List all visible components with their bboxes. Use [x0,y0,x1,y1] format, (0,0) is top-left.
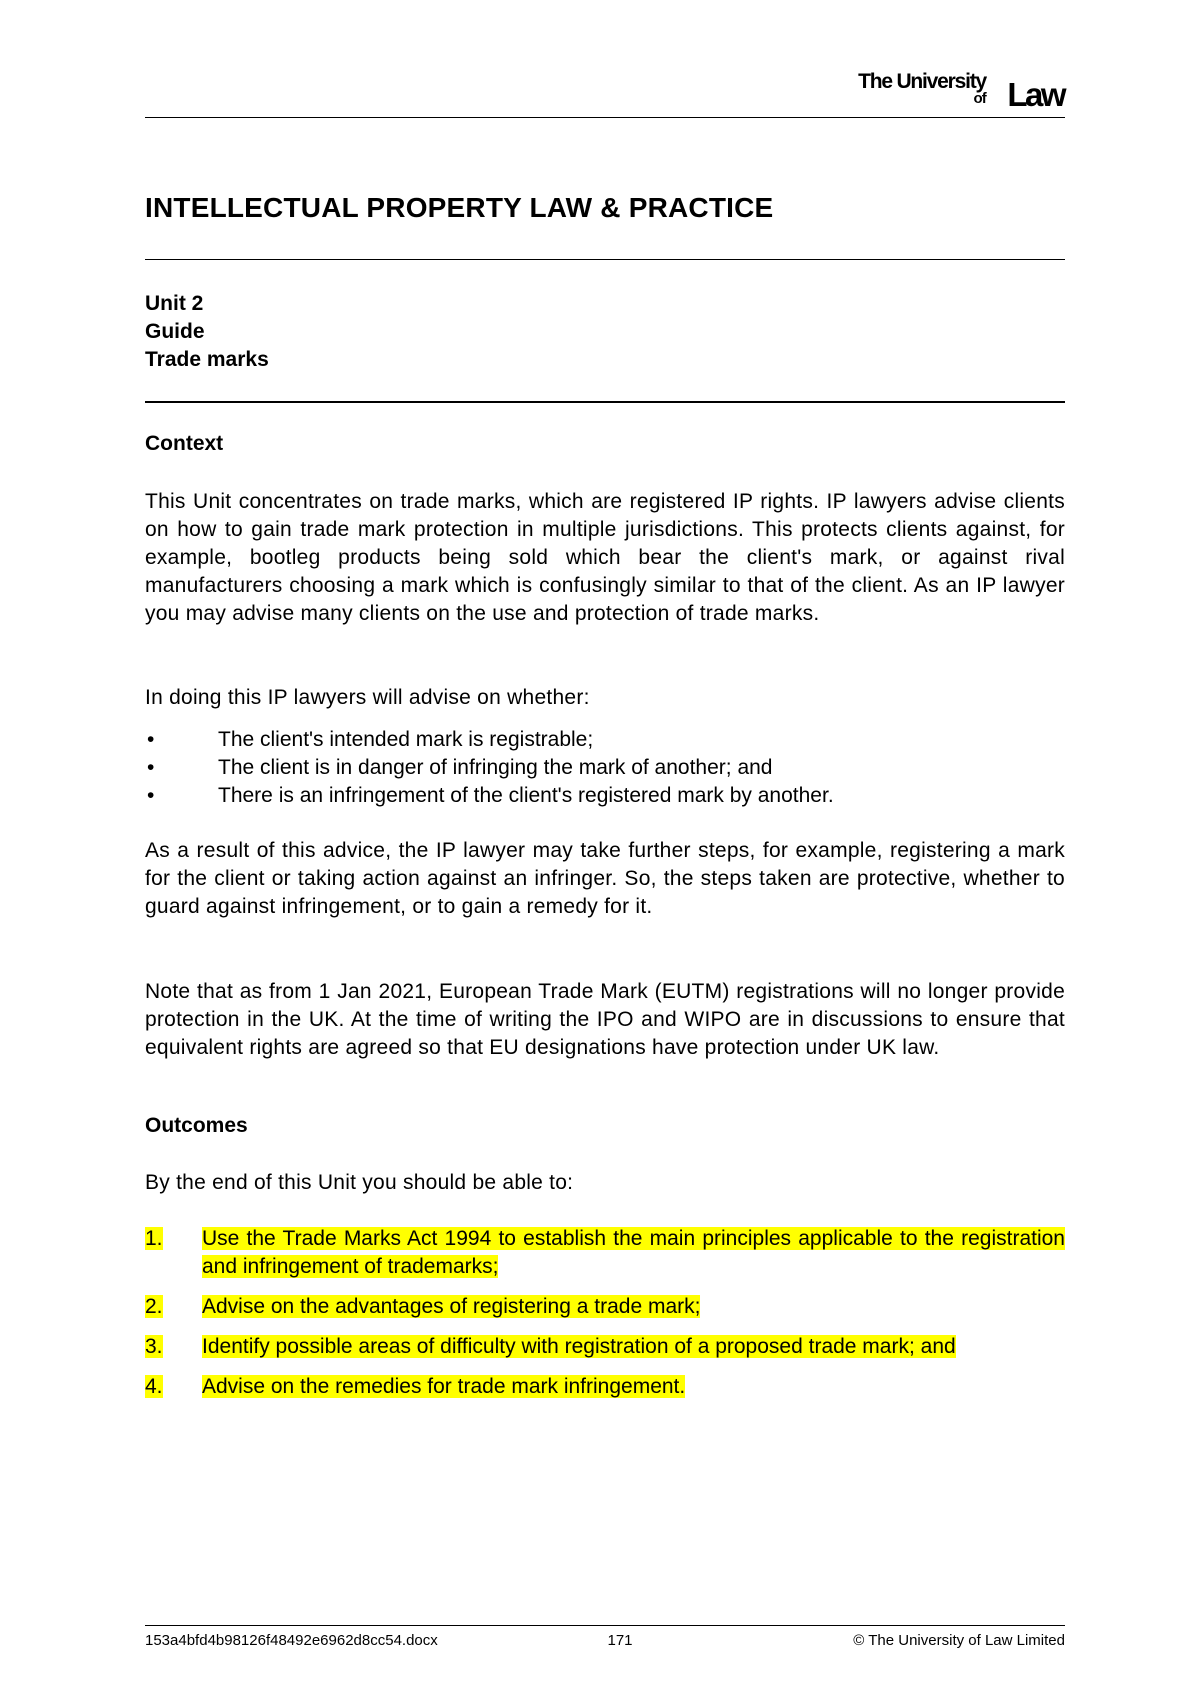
unit-number: Unit 2 [145,292,204,315]
list-item [145,782,834,810]
university-of-law-logo [858,70,1064,113]
advice-bullet-list [145,726,834,810]
footer-copyright: © The University of Law Limited [853,1632,1065,1649]
logo-text-of: of [973,90,986,107]
outcome-text: Identify possible areas of difficulty with registration of a proposed trade mark; and [202,1335,956,1358]
outcome-text: Advise on the advantages of registering a trade mark; [202,1295,701,1318]
list-item [145,726,834,754]
list-item [145,1373,1065,1401]
context-paragraph-4: Note that as from 1 Jan 2021, European Trade Mark (EUTM) registrations will no longer provide protection in the UK. At the time of writing the IPO and WIPO are in discussions to ensure that equivalent rights are agreed so that EU designations have protection under UK law. [145,980,1065,1059]
bullet-text: There is an infringement of the client's registered mark by another. [218,784,834,807]
outcomes-heading: Outcomes [145,1114,248,1137]
list-item [145,1333,1065,1361]
footer-page-number: 171 [607,1632,633,1649]
logo-text-law: Law [1007,76,1064,113]
bullet-text: The client's intended mark is registrable; [218,728,594,751]
outcome-text: Use the Trade Marks Act 1994 to establish the main principles applicable to the registration and infringement of trademarks; [202,1227,1065,1278]
outcome-number: 1. [145,1227,163,1250]
unit-guide-label: Guide [145,320,205,343]
context-heading: Context [145,432,224,455]
footer-filename: 153a4bfd4b98126f48492e6962d8cc54.docx [145,1632,438,1649]
outcome-number: 4. [145,1375,163,1398]
outcome-number: 3. [145,1335,163,1358]
page-footer [145,1632,1065,1656]
unit-info [145,290,269,374]
context-paragraph-3: As a result of this advice, the IP lawyer may take further steps, for example, registering a mark for the client or taking action against an infringer. So, the steps taken are protective, whether to guard against infringement, or to gain a remedy for it. [145,839,1065,918]
outcome-text: Advise on the remedies for trade mark infringement. [202,1375,686,1398]
outcomes-list [145,1225,1065,1413]
outcomes-intro: By the end of this Unit you should be able to: [145,1171,574,1194]
context-paragraph-2: In doing this IP lawyers will advise on whether: [145,686,590,709]
footer-rule [145,1625,1065,1626]
logo-text-university: The University [858,70,986,93]
bullet-glyph: • [147,784,155,807]
section-rule [145,401,1065,403]
unit-topic: Trade marks [145,348,269,371]
list-item [145,754,834,782]
bullet-text: The client is in danger of infringing the mark of another; and [218,756,773,779]
title-rule [145,259,1065,260]
document-title: INTELLECTUAL PROPERTY LAW & PRACTICE [145,192,774,223]
header-rule [145,117,1065,118]
list-item [145,1293,1065,1321]
outcome-number: 2. [145,1295,163,1318]
context-paragraph-1: This Unit concentrates on trade marks, which are registered IP rights. IP lawyers advise clients on how to gain trade mark protection in multiple jurisdictions. This protects clients against, for example, bootleg products being sold which bear the client's mark, or against rival manufacturers choosing a mark which is confusingly similar to that of the client. As an IP lawyer you may advise many clients on the use and protection of trade marks. [145,490,1065,625]
bullet-glyph: • [147,728,155,751]
list-item [145,1225,1065,1281]
bullet-glyph: • [147,756,155,779]
